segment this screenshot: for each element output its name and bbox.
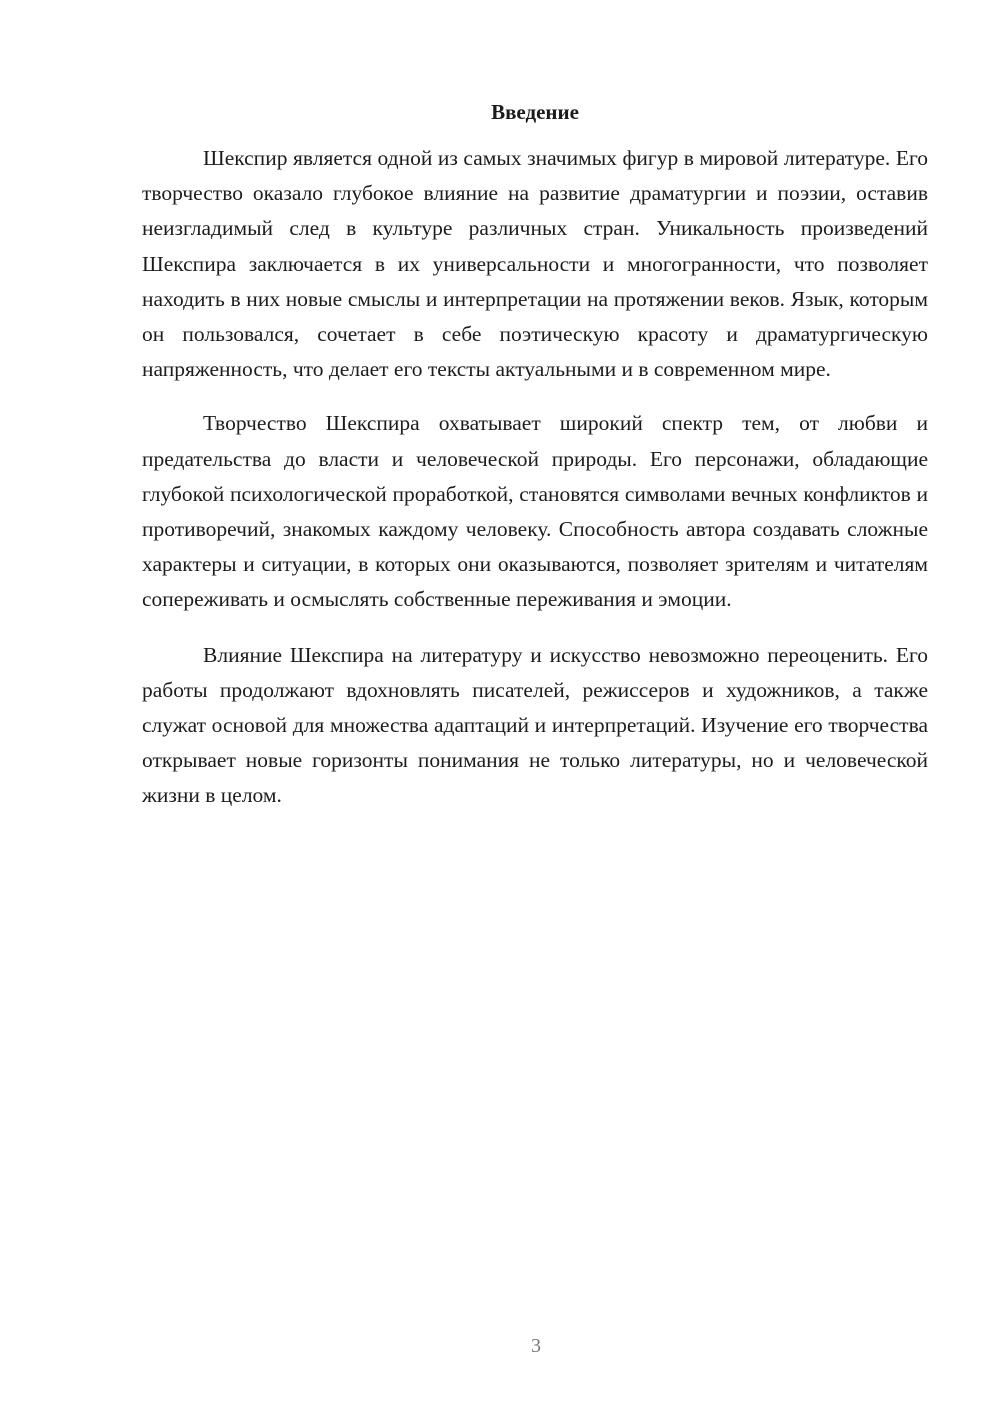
page-content (142, 98, 928, 833)
heading-container (142, 98, 928, 126)
section-heading: Введение (491, 100, 579, 124)
paragraph-3: Влияние Шекспира на литературу и искусство невозможно переоценить. Его работы продолжают вдохновлять писателей, режиссеров и художников, а также служат основой для множества адаптаций и интерпретаций. Изучение его творчества открывает новые горизонты понимания не только литературы, но и человеческой жизни в целом. (142, 642, 928, 808)
paragraph-1: Шекспир является одной из самых значимых фигур в мировой литературе. Его творчество оказало глубокое влияние на развитие драматургии и поэзии, оставив неизгладимый след в культуре различных стран. Уникальность произведений Шекспира заключается в их универсальности и многогранности, что позволяет находить в них новые смыслы и интерпретации на протяжении веков. Язык, которым он пользовался, сочетает в себе поэтическую красоту и драматургическую напряженность, что делает его тексты актуальными и в современном мире. (142, 146, 928, 382)
page-number: 3 (531, 1335, 541, 1357)
paragraph-2: Творчество Шекспира охватывает широкий спектр тем, от любви и предательства до власти и человеческой природы. Его персонажи, обладающие глубокой психологической проработкой, становятся символами вечных конфликтов и противоречий, знакомых каждому человеку. Способность автора создавать сложные характеры и ситуации, в которых они оказываются, позволяет зрителям и читателям сопереживать и осмыслять собственные переживания и эмоции. (142, 411, 928, 612)
